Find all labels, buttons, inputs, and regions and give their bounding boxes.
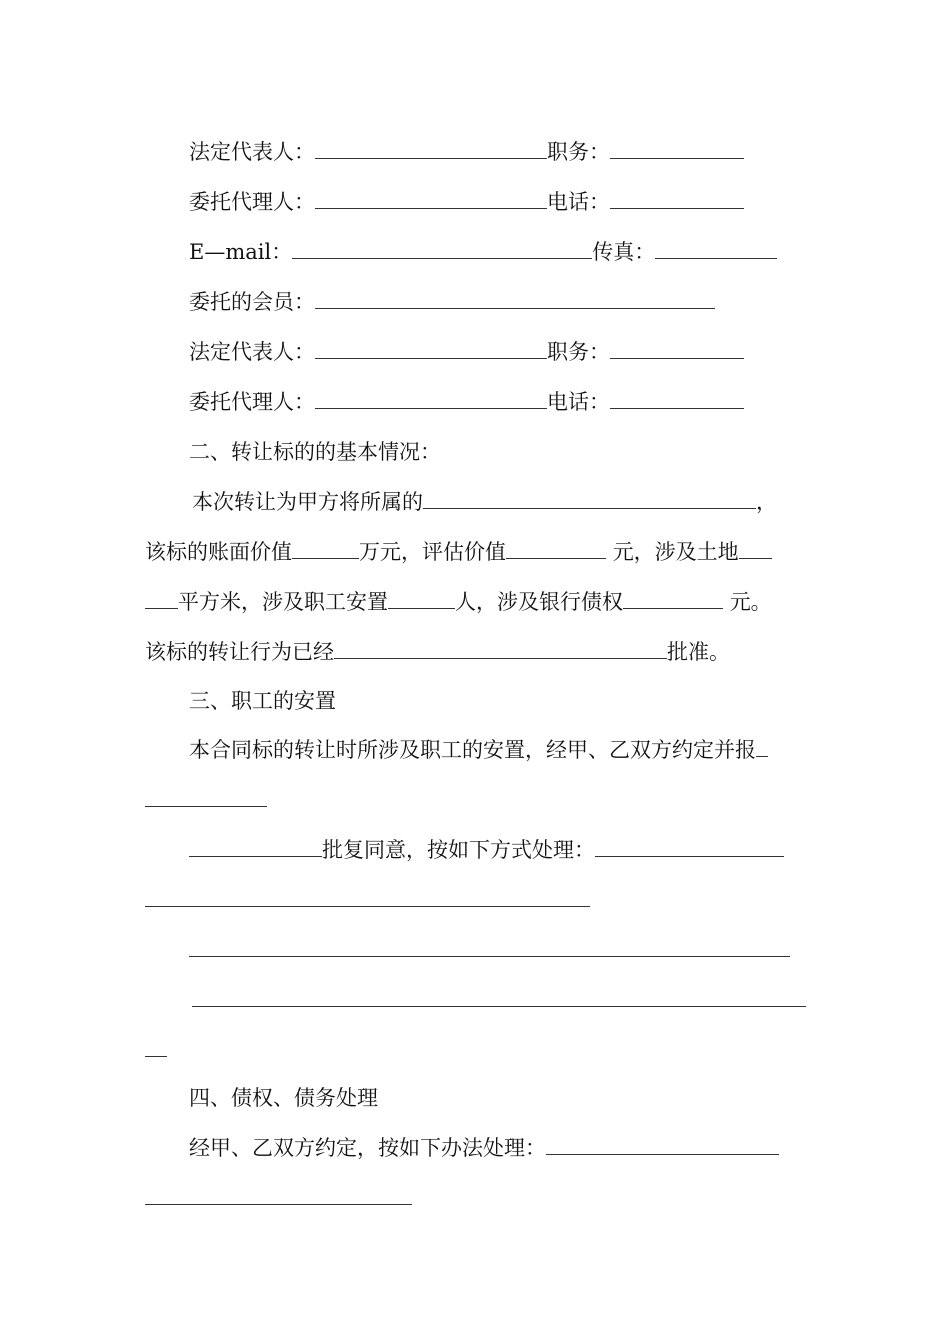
member-row [189,287,715,317]
position-blank[interactable] [610,138,744,159]
fax-blank[interactable] [655,238,777,259]
phone-label: 电话： [547,190,610,214]
method-blank-e[interactable] [145,1056,167,1057]
member-label: 委托的会员： [189,290,315,314]
legal-rep-blank[interactable] [315,138,547,159]
section2-heading: 二、转让标的的基本情况： [189,440,441,464]
authority-blank[interactable] [189,836,322,857]
section3-p2-text: 批复同意，按如下方式处理： [322,838,595,862]
approval-blank[interactable] [334,638,667,659]
method-blank-b[interactable] [145,906,590,907]
staff-blank[interactable] [388,588,455,609]
bank-debt-label: 人，涉及银行债权 [455,590,623,614]
phone-blank[interactable] [610,188,744,209]
section2-para-line4 [145,637,730,667]
member-agent-row [189,387,744,417]
legal-rep-row [189,137,744,167]
position-label: 职务： [547,140,610,164]
debt-method-blank-a[interactable] [546,1134,779,1155]
section2-para-line2 [145,537,772,567]
book-value-blank[interactable] [292,538,359,559]
section2-p1-comma: ， [756,490,777,514]
section3-blank-b[interactable] [145,806,267,807]
bank-debt-blank[interactable] [623,588,723,609]
land-label: 元，涉及土地 [612,540,739,564]
staff-label: 平方米，涉及职工安置 [178,590,388,614]
email-blank[interactable] [292,238,592,259]
method-blank-d[interactable] [192,1006,806,1007]
method-blank-a[interactable] [595,836,784,857]
section2-para-line3 [145,587,772,617]
legal-rep-label: 法定代表人： [189,140,315,164]
book-value-label: 该标的账面价值 [145,540,292,564]
approved-label: 批准。 [667,640,730,664]
section2-para-line1 [192,487,777,517]
section4-para-line1 [189,1133,779,1163]
fax-label: 传真： [592,240,656,264]
section3-para-line2 [189,835,784,865]
debt-method-blank-b[interactable] [145,1204,412,1205]
section3-p1-text: 本合同标的转让时所涉及职工的安置，经甲、乙双方约定并报 [189,738,756,762]
section3-heading: 三、职工的安置 [189,689,336,713]
email-label: E—mail： [189,240,293,264]
agent-row [189,187,744,217]
member-agent-blank[interactable] [315,388,547,409]
member-position-label: 职务： [547,340,610,364]
member-agent-label: 委托代理人： [189,390,315,414]
appraised-value-blank[interactable] [506,538,606,559]
yuan-label: 元。 [729,590,772,614]
section3-para-line1 [189,735,768,765]
member-position-blank[interactable] [610,338,744,359]
land-blank-b[interactable] [145,588,178,609]
section2-p1-text: 本次转让为甲方将所属的 [192,490,423,514]
member-phone-label: 电话： [547,390,610,414]
agent-blank[interactable] [315,188,547,209]
email-row [189,237,777,267]
member-legal-rep-label: 法定代表人： [189,340,315,364]
method-blank-c[interactable] [189,956,790,957]
section4-p1-text: 经甲、乙双方约定，按如下办法处理： [189,1136,546,1160]
approval-label: 该标的转让行为已经 [145,640,334,664]
target-blank[interactable] [423,488,756,509]
member-legal-rep-blank[interactable] [315,338,547,359]
member-blank[interactable] [315,288,715,309]
member-phone-blank[interactable] [610,388,744,409]
member-legal-rep-row [189,337,744,367]
section3-blank-a[interactable] [756,736,768,757]
agent-label: 委托代理人： [189,190,315,214]
appraised-value-label: 万元，评估价值 [359,540,506,564]
section4-heading: 四、债权、债务处理 [189,1086,378,1110]
land-blank-a[interactable] [739,538,772,559]
